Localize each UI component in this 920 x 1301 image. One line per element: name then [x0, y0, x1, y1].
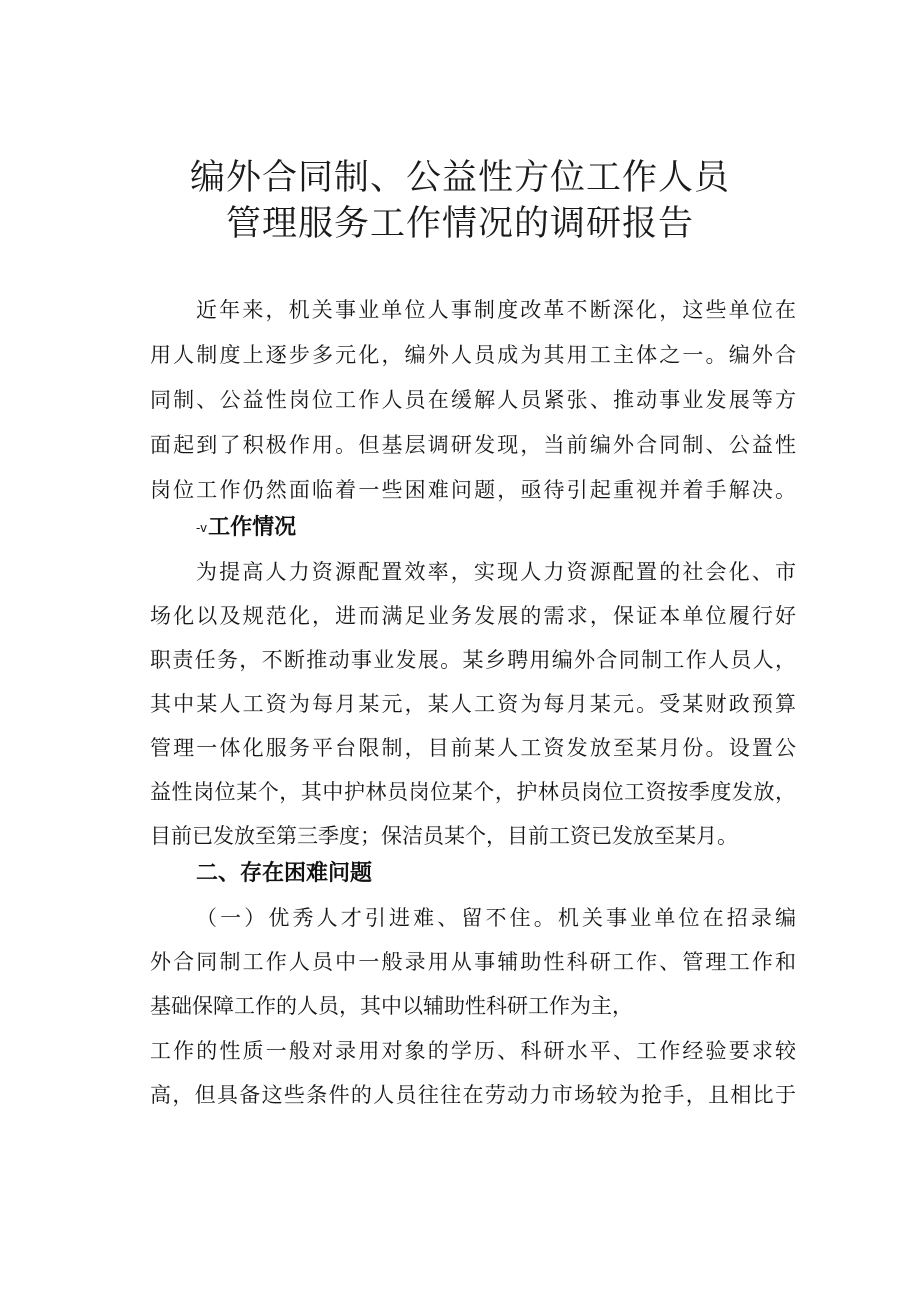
section1-heading — [196, 513, 296, 543]
section1-line-3: 职责任务，不断推动事业发展。某乡聘用编外合同制工作人员人， — [150, 648, 796, 672]
section2-line-4: 工作的性质一般对录用对象的学历、科研水平、工作经验要求较 — [150, 1039, 796, 1063]
intro-line-5: 岗位工作仍然面临着一些困难问题，亟待引起重视并着手解决。 — [150, 478, 796, 502]
section2-line-3: 基础保障工作的人员，其中以辅助性科研工作为主， — [150, 994, 633, 1018]
document-title-line1: 编外合同制、公益性方位工作人员 — [189, 158, 730, 198]
section1-line-4: 其中某人工资为每月某元，某人工资为每月某元。受某财政预算 — [150, 692, 796, 716]
document-title-line2: 管理服务工作情况的调研报告 — [225, 204, 694, 244]
intro-line-2: 用人制度上逐步多元化，编外人员成为其用工主体之一。编外合 — [150, 343, 796, 367]
section1-line-1: 为提高人力资源配置效率，实现人力资源配置的社会化、市 — [196, 560, 796, 584]
intro-line-3: 同制、公益性岗位工作人员在缓解人员紧张、推动事业发展等方 — [150, 388, 796, 412]
section1-heading-text: 工作情况 — [208, 515, 297, 540]
section1-line-7: 目前已发放至第三季度；保洁员某个，目前工资已发放至某月。 — [150, 824, 738, 848]
intro-line-1: 近年来，机关事业单位人事制度改革不断深化，这些单位在 — [196, 298, 796, 322]
section2-heading: 二、存在困难问题 — [196, 861, 373, 886]
section2-line-1: （一）优秀人才引进难、留不住。机关事业单位在招录编 — [196, 906, 796, 930]
intro-line-4: 面起到了积极作用。但基层调研发现，当前编外合同制、公益性 — [150, 433, 796, 457]
section1-prefix: -v — [196, 521, 208, 535]
section1-line-6: 益性岗位某个，其中护林员岗位某个，护林员岗位工资按季度发放， — [150, 780, 796, 804]
section1-line-5: 管理一体化服务平台限制，目前某人工资发放至某月份。设置公 — [150, 736, 796, 760]
section2-line-2: 外合同制工作人员中一般录用从事辅助性科研工作、管理工作和 — [150, 950, 796, 974]
section1-line-2: 场化以及规范化，进而满足业务发展的需求，保证本单位履行好 — [150, 604, 796, 628]
section2-line-5: 高，但具备这些条件的人员往往在劳动力市场较为抢手，且相比于 — [150, 1083, 796, 1107]
